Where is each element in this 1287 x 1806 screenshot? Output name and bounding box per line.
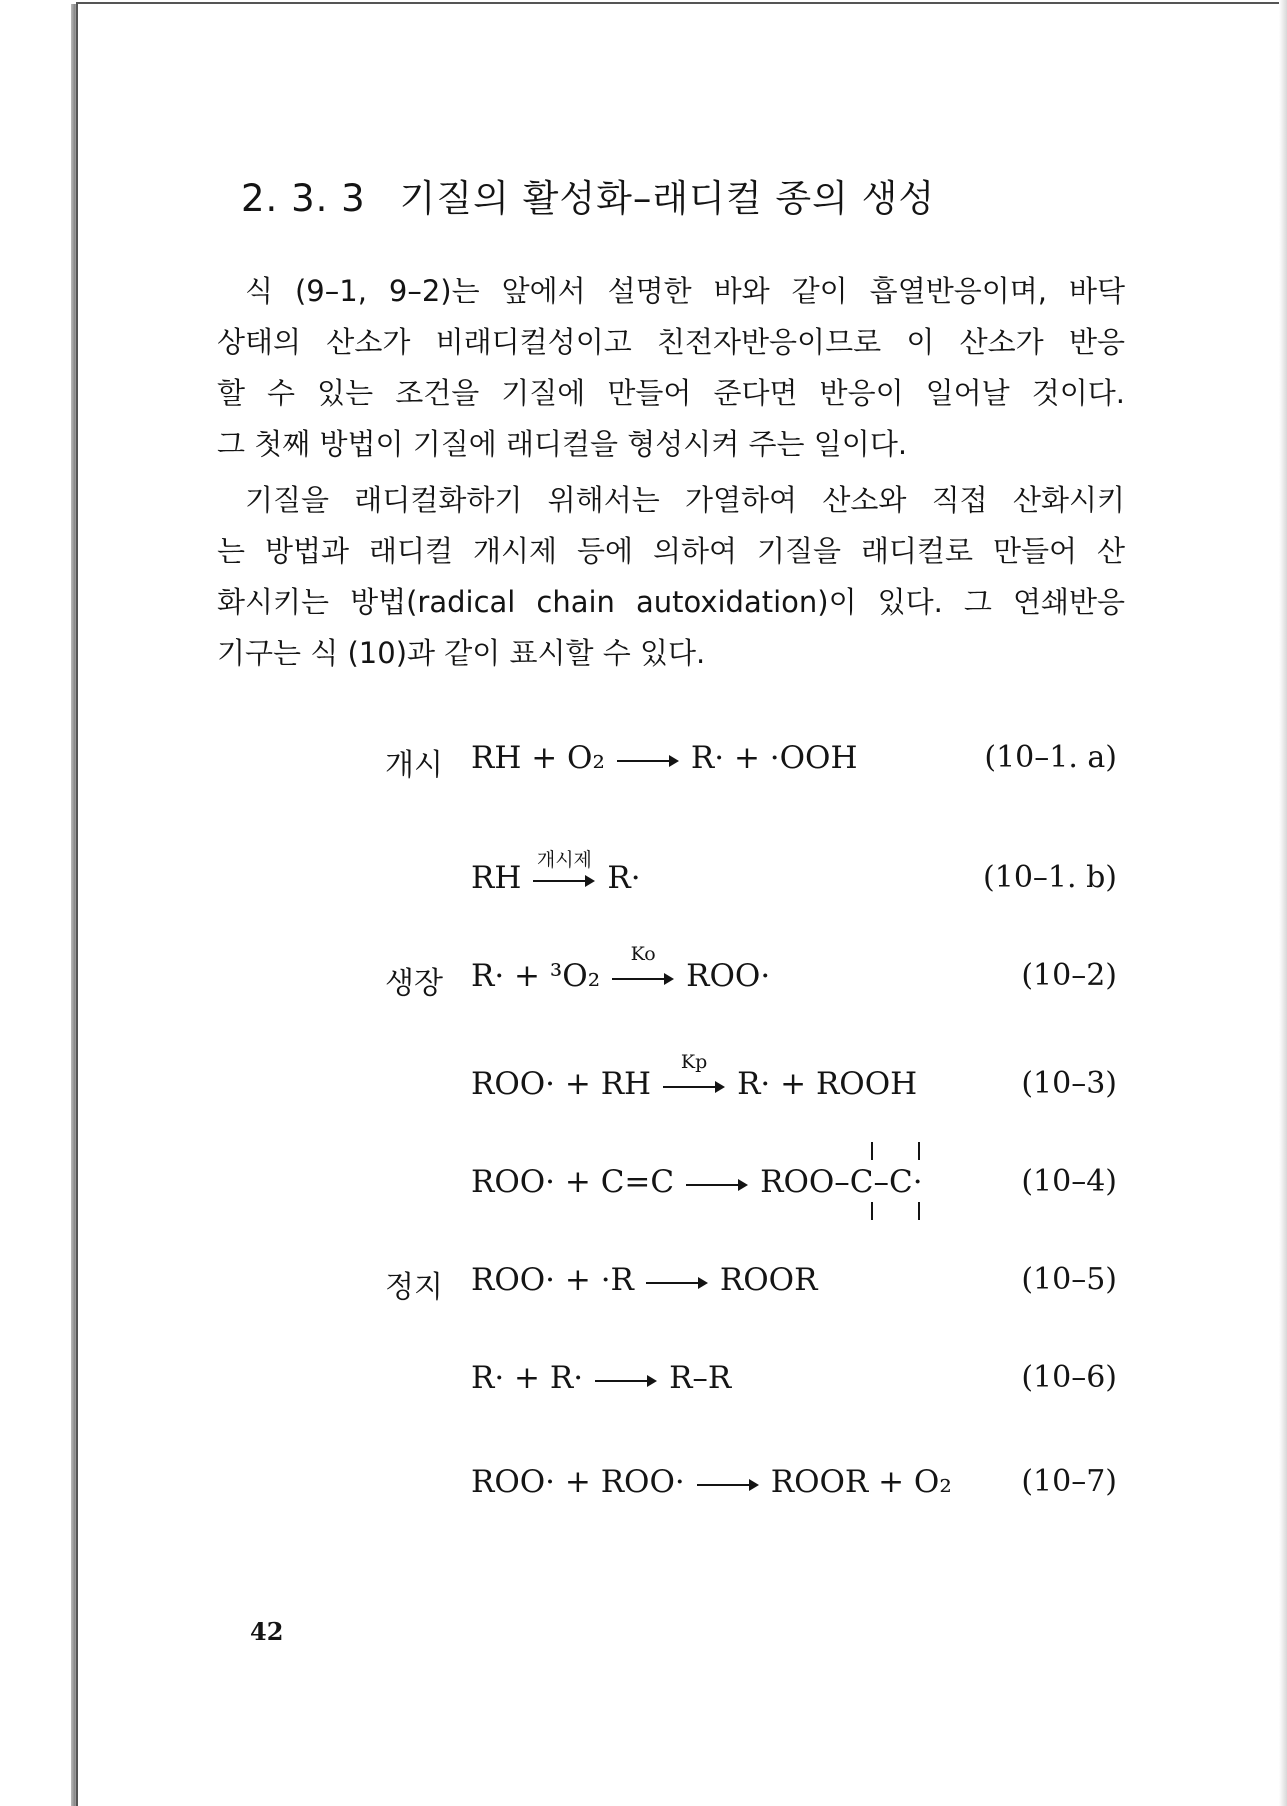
paragraph-1: [217, 266, 1125, 470]
reaction-arrow-icon: [617, 745, 679, 775]
equation-10-7: [471, 1464, 952, 1500]
eq-left: ROO· + RH: [471, 1066, 652, 1102]
equation-10-3: [471, 1050, 918, 1102]
eq-right: ROOR: [719, 1262, 818, 1298]
equation-10-2: [471, 942, 771, 994]
eq-label: (10–1. b): [983, 860, 1117, 895]
bond-line: [918, 1142, 920, 1160]
equation-10-4: [471, 1164, 923, 1200]
reaction-arrow-icon: [595, 1365, 657, 1395]
section-title: 기질의 활성화–래디컬 종의 생성: [399, 177, 936, 220]
paragraph-line: 화시키는 방법(radical chain autoxidation)이 있다. 그 연쇄반응: [217, 585, 1125, 619]
stage-propagation: 생장: [385, 966, 443, 1001]
equation-10-6: [471, 1360, 731, 1396]
reaction-arrow-icon: [663, 1050, 725, 1101]
paragraph-line: 할 수 있는 조건을 기질에 만들어 준다면 반응이 일어날 것이다.: [217, 376, 1125, 410]
eq-label: (10–2): [1021, 958, 1117, 993]
eq-left: R· + ³O₂: [471, 958, 601, 994]
paragraph-line: 는 방법과 래디컬 개시제 등에 의하여 기질을 래디컬로 만들어 산: [217, 534, 1125, 568]
eq-left: ROO· + ·R: [471, 1262, 634, 1298]
equation-10-5: [471, 1262, 817, 1298]
equation-10-1b: [471, 848, 641, 896]
reaction-arrow-icon: [612, 942, 674, 993]
eq-label: (10–7): [1021, 1464, 1117, 1499]
stage-initiation: 개시: [385, 748, 443, 783]
eq-left: R· + R·: [471, 1360, 584, 1396]
page-number: 42: [250, 1617, 284, 1646]
eq-right: R–R: [669, 1360, 732, 1396]
eq-label: (10–3): [1021, 1066, 1117, 1101]
eq-label: (10–5): [1021, 1262, 1117, 1297]
section-number: 2. 3. 3: [241, 177, 366, 220]
eq-left: ROO· + C=C: [471, 1164, 675, 1200]
reaction-arrow-icon: [697, 1469, 759, 1499]
eq-right: R·: [607, 860, 641, 896]
paragraph-line: 기질을 래디컬화하기 위해서는 가열하여 산소와 직접 산화시키: [245, 483, 1125, 517]
arrow-label: Kp: [680, 1050, 708, 1073]
eq-label: (10–6): [1021, 1360, 1117, 1395]
arrow-label: Ko: [630, 942, 656, 965]
reaction-arrow-icon: [646, 1267, 708, 1297]
paragraph-line: 그 첫째 방법이 기질에 래디컬을 형성시켜 주는 일이다.: [217, 427, 908, 461]
paragraph-line: 상태의 산소가 비래디컬성이고 친전자반응이므로 이 산소가 반응: [217, 325, 1125, 359]
eq-right: R· + ·OOH: [690, 740, 858, 776]
paragraph-line: 식 (9–1, 9–2)는 앞에서 설명한 바와 같이 흡열반응이며, 바닥: [245, 274, 1125, 308]
reaction-arrow-icon: [686, 1169, 748, 1199]
bond-line: [918, 1202, 920, 1220]
eq-right-structure: [760, 1164, 922, 1200]
bond-line: [871, 1202, 873, 1220]
eq-right: R· + ROOH: [737, 1066, 918, 1102]
eq-left: RH: [471, 860, 522, 896]
eq-right: ROO·: [686, 958, 771, 994]
section-heading: [241, 168, 935, 222]
stage-termination: 정지: [385, 1270, 443, 1305]
eq-left: RH + O₂: [471, 740, 605, 776]
arrow-label: 개시제: [536, 848, 592, 871]
eq-right: ROO–C–C·: [760, 1164, 923, 1200]
eq-label: (10–1. a): [984, 740, 1117, 775]
eq-left: ROO· + ROO·: [471, 1464, 685, 1500]
bond-line: [871, 1142, 873, 1160]
eq-label: (10–4): [1021, 1164, 1117, 1199]
page-shadow: [1279, 0, 1287, 1806]
eq-right: ROOR + O₂: [770, 1464, 952, 1500]
paragraph-2: [217, 475, 1125, 679]
reaction-arrow-icon: [533, 848, 595, 895]
paragraph-line: 기구는 식 (10)과 같이 표시할 수 있다.: [217, 636, 706, 670]
equation-10-1a: [471, 740, 858, 776]
